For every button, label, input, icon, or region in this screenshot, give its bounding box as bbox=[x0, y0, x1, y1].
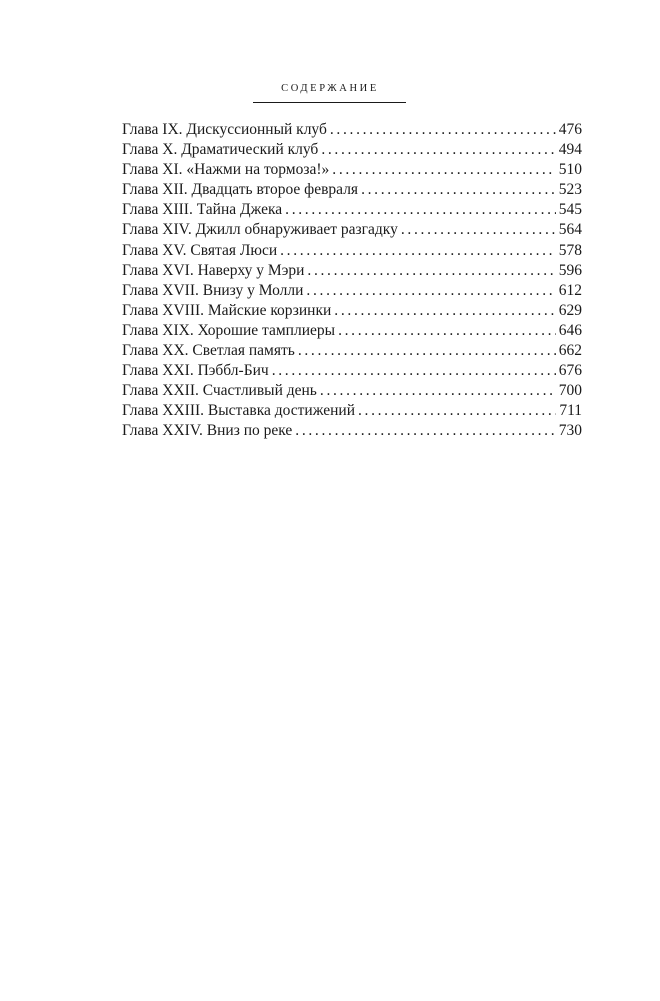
header-divider bbox=[253, 102, 406, 103]
toc-entry-title: Глава XII. Двадцать второе февраля bbox=[122, 181, 359, 199]
toc-entry-page: 494 bbox=[558, 141, 582, 159]
toc-entry[interactable] bbox=[122, 200, 582, 220]
toc-entry-title: Глава IX. Дискуссионный клуб bbox=[122, 121, 327, 138]
toc-leader-dots bbox=[295, 421, 555, 441]
toc-entry-title: Глава XX. Светлая память bbox=[122, 342, 295, 360]
toc-entry-page: 662 bbox=[558, 342, 582, 360]
toc-entry-page: 596 bbox=[558, 261, 582, 279]
toc-leader-dots bbox=[401, 220, 556, 240]
toc-entry-title: Глава XV. Святая Люси bbox=[122, 241, 278, 259]
toc-leader-dots bbox=[358, 401, 556, 421]
toc-entry[interactable] bbox=[122, 261, 582, 281]
toc-entry-page: 523 bbox=[558, 181, 582, 199]
toc-entry[interactable] bbox=[122, 160, 582, 180]
page-title: СОДЕРЖАНИЕ bbox=[281, 83, 379, 94]
toc-entry-page: 711 bbox=[559, 402, 582, 420]
toc-entry-title: Глава XXII. Счастливый день bbox=[122, 382, 317, 400]
toc-entry-page: 612 bbox=[558, 281, 582, 299]
toc-leader-dots bbox=[272, 361, 556, 381]
toc-leader-dots bbox=[332, 160, 555, 180]
toc-entry-page: 700 bbox=[558, 382, 582, 400]
toc-entry[interactable] bbox=[122, 241, 582, 261]
toc-entry-title: Глава XXI. Пэббл-Бич bbox=[122, 362, 269, 380]
toc-leader-dots bbox=[321, 140, 555, 160]
toc-leader-dots bbox=[285, 200, 556, 220]
toc-entry-title: Глава XIII. Тайна Джека bbox=[122, 201, 283, 219]
toc-entry[interactable] bbox=[122, 421, 582, 441]
toc-entry-title: Глава XVIII. Майские корзинки bbox=[122, 301, 332, 319]
toc-entry-title: Глава XXIII. Выставка достижений bbox=[122, 402, 355, 420]
toc-entry[interactable] bbox=[122, 281, 582, 301]
toc-entry[interactable] bbox=[122, 120, 582, 140]
toc-entry-page: 564 bbox=[558, 221, 582, 239]
toc-entry[interactable] bbox=[122, 140, 582, 160]
toc-entry-title: Глава XIV. Джилл обнаруживает разгадку bbox=[122, 221, 398, 239]
toc-entry[interactable] bbox=[122, 180, 582, 200]
table-of-contents bbox=[122, 120, 582, 442]
toc-leader-dots bbox=[330, 120, 556, 140]
toc-entry[interactable] bbox=[122, 381, 582, 401]
toc-leader-dots bbox=[320, 381, 556, 401]
toc-entry-page: 629 bbox=[558, 301, 582, 319]
toc-entry[interactable] bbox=[122, 401, 582, 421]
toc-entry-title: Глава XI. «Нажми на тормоза!» bbox=[122, 161, 330, 179]
toc-entry-title: Глава XIX. Хорошие тамплиеры bbox=[122, 321, 336, 339]
toc-leader-dots bbox=[280, 241, 556, 261]
toc-entry-page: 578 bbox=[558, 241, 582, 259]
toc-entry[interactable] bbox=[122, 341, 582, 361]
toc-entry-page: 545 bbox=[558, 201, 582, 219]
toc-entry-page: 730 bbox=[558, 422, 582, 440]
toc-entry-title: Глава X. Драматический клуб bbox=[122, 141, 319, 159]
toc-leader-dots bbox=[298, 341, 556, 361]
toc-entry[interactable] bbox=[122, 321, 582, 341]
toc-entry[interactable] bbox=[122, 361, 582, 381]
toc-leader-dots bbox=[361, 180, 556, 200]
page-header bbox=[0, 78, 660, 96]
toc-leader-dots bbox=[338, 321, 556, 341]
toc-entry-page: 476 bbox=[558, 121, 582, 138]
toc-leader-dots bbox=[334, 301, 555, 321]
toc-entry[interactable] bbox=[122, 301, 582, 321]
toc-leader-dots bbox=[306, 281, 555, 301]
toc-entry-page: 510 bbox=[558, 161, 582, 179]
toc-entry-title: Глава XVI. Наверху у Мэри bbox=[122, 261, 305, 279]
toc-entry[interactable] bbox=[122, 220, 582, 240]
toc-entry-page: 676 bbox=[558, 362, 582, 380]
toc-entry-title: Глава XVII. Внизу у Молли bbox=[122, 281, 304, 299]
toc-entry-title: Глава XXIV. Вниз по реке bbox=[122, 422, 293, 440]
toc-entry-page: 646 bbox=[558, 321, 582, 339]
toc-leader-dots bbox=[307, 261, 555, 281]
